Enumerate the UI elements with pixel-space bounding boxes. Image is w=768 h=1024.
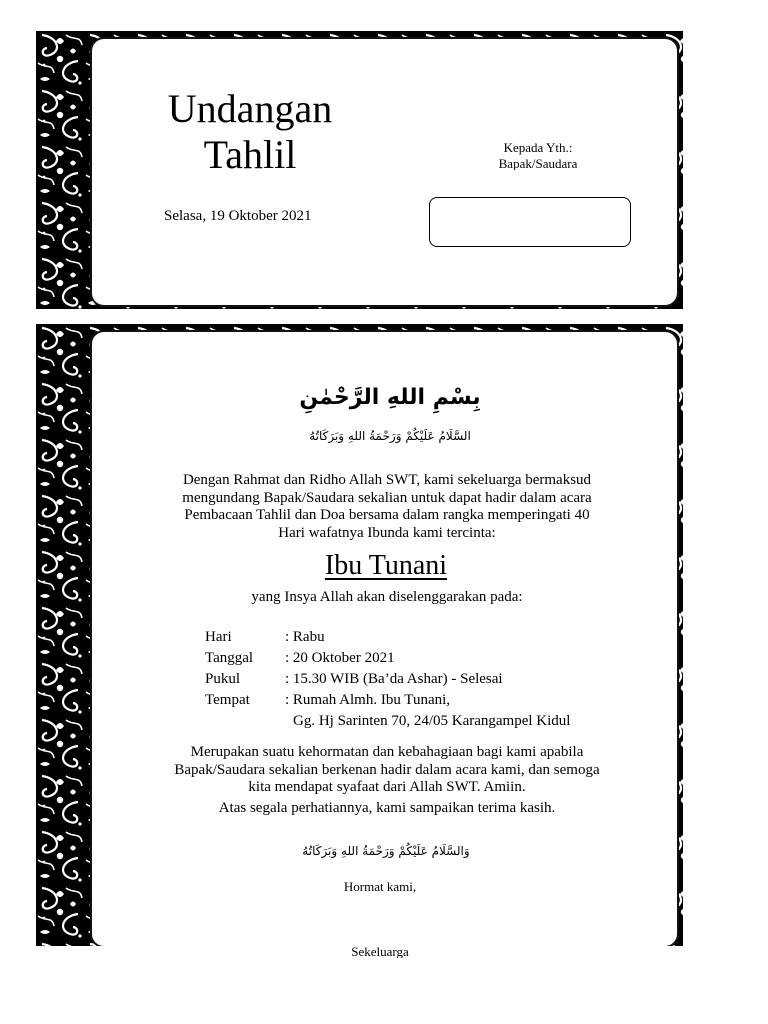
closing-line: Bapak/Saudara sekalian berkenan hadir dalam acara kami, dan semoga xyxy=(174,761,600,778)
salam-calligraphy: السَّلَامُ عَلَيْكُمْ وَرَحْمَةُ اللهِ وَبَرَكَاتُهُ xyxy=(309,429,471,443)
detail-label-date: Tanggal xyxy=(205,650,254,666)
detail-label-time: Pukul xyxy=(205,671,241,687)
closing-line: Merupakan suatu kehormatan dan kebahagiaan bagi kami apabila xyxy=(190,744,584,760)
recipient-line1: Kepada Yth.: xyxy=(503,140,573,155)
intro-paragraph xyxy=(104,472,670,542)
recipient-label xyxy=(468,140,608,170)
closing-line: kita mendapat syafaat dari Allah SWT. Amiin. xyxy=(248,779,526,795)
deceased-name: Ibu Tunani xyxy=(324,550,448,581)
closing-paragraph xyxy=(104,744,670,797)
cover-date: Selasa, 19 Oktober 2021 xyxy=(164,208,312,224)
intro-line: Pembacaan Tahlil dan Doa bersama dalam rangka memperingati 40 xyxy=(184,507,590,523)
intro-line: Dengan Rahmat dan Ridho Allah SWT, kami sekeluarga bermaksud xyxy=(182,472,592,488)
held-on-text: yang Insya Allah akan diselenggarakan pada: xyxy=(251,589,523,605)
detail-value-day: : Rabu xyxy=(285,629,325,645)
recipient-line2: Bapak/Saudara xyxy=(498,156,578,170)
regards-text: Hormat kami, xyxy=(343,879,417,894)
detail-label-place: Tempat xyxy=(205,692,250,708)
intro-line: Hari wafatnya Ibunda kami tercinta: xyxy=(278,524,496,541)
detail-value-date: : 20 Oktober 2021 xyxy=(285,650,395,666)
recipient-name-box[interactable] xyxy=(429,197,631,247)
bismillah-calligraphy: بِسْمِ اللهِ الرَّحْمٰنِ xyxy=(299,385,481,410)
detail-value-time: : 15.30 WIB (Ba’da Ashar) - Selesai xyxy=(285,671,503,687)
cover-title-line2: Tahlil xyxy=(203,132,297,177)
signature-text: Sekeluarga xyxy=(351,944,409,958)
wassalam-calligraphy: وَالسَّلَامُ عَلَيْكُمْ وَرَحْمَةُ اللهِ وَبَرَكَاتُهُ xyxy=(302,844,470,858)
detail-address-line2: Gg. Hj Sarinten 70, 24/05 Karangampel Kidul xyxy=(293,713,571,729)
intro-line: mengundang Bapak/Saudara sekalian untuk dapat hadir dalam acara xyxy=(182,489,592,506)
detail-label-day: Hari xyxy=(205,629,232,645)
detail-value-place: : Rumah Almh. Ibu Tunani, xyxy=(285,692,451,708)
thanks-text: Atas segala perhatiannya, kami sampaikan terima kasih. xyxy=(218,800,556,816)
cover-title-line1: Undangan xyxy=(167,86,333,131)
